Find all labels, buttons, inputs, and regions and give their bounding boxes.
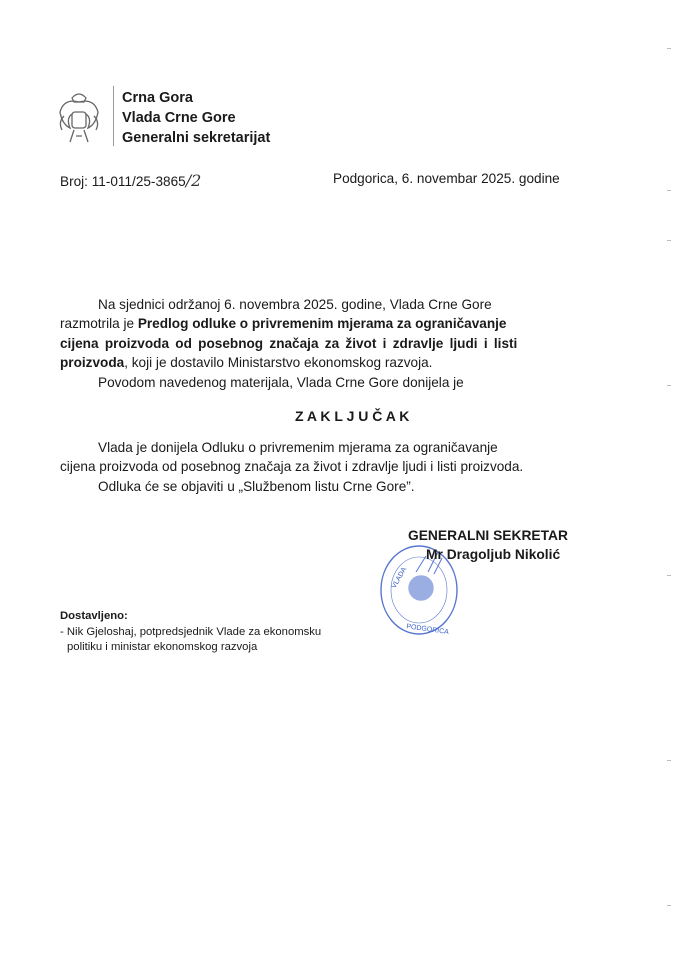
coat-of-arms-logo — [56, 88, 102, 148]
header-government: Vlada Crne Gore — [122, 110, 236, 126]
handwritten-suffix: /2 — [185, 171, 202, 190]
header-divider — [113, 86, 114, 146]
proposal-title-end: proizvoda — [60, 355, 125, 370]
delivery-label: Dostavljeno: — [60, 610, 128, 622]
delivery-recipient-line-1: - Nik Gjeloshaj, potpredsjednik Vlade za ekonomsku — [60, 626, 322, 638]
header-country: Crna Gora — [122, 90, 193, 106]
signatory-name: Mr Dragoljub Nikolić — [426, 547, 561, 562]
conclusion-heading: Z A K L J U Č A K — [295, 408, 410, 424]
header-department: Generalni sekretarijat — [122, 130, 271, 146]
scan-mark — [667, 190, 671, 191]
paragraph-1-line-3: cijena proizvoda od posebnog značaja za život i zdravlje ljudi i listi — [60, 336, 518, 351]
delivery-recipient-line-2: politiku i ministar ekonomskog razvoja — [67, 641, 258, 653]
signatory-title: GENERALNI SEKRETAR — [408, 528, 568, 543]
reference-number — [60, 171, 201, 190]
scan-mark — [667, 385, 671, 386]
text: , koji je dostavilo Ministarstvo ekonomskog razvoja. — [124, 355, 433, 370]
scan-mark — [667, 575, 671, 576]
reference-number-text: Broj: 11-011/25-3865 — [60, 174, 186, 189]
text: razmotrila je — [60, 316, 138, 331]
svg-text:VLADA: VLADA — [390, 566, 409, 590]
scan-mark — [667, 905, 671, 906]
scan-mark — [667, 48, 671, 49]
paragraph-2: Povodom navedenog materijala, Vlada Crne Gore donijela je — [98, 375, 464, 390]
paragraph-3-line-2: cijena proizvoda od posebnog značaja za život i zdravlje ljudi i listi proizvoda. — [60, 459, 524, 474]
place-date: Podgorica, 6. novembar 2025. godine — [333, 171, 560, 186]
scan-mark — [667, 760, 671, 761]
proposal-title: Predlog odluke o privremenim mjerama za ograničavanje — [137, 316, 507, 331]
paragraph-1-line-1: Na sjednici održanoj 6. novembra 2025. godine, Vlada Crne Gore — [98, 297, 492, 312]
scan-mark — [667, 240, 671, 241]
paragraph-1-line-2 — [60, 316, 506, 331]
paragraph-1-line-4 — [60, 355, 432, 370]
paragraph-3-line-1: Vlada je donijela Odluku o privremenim mjerama za ograničavanje — [98, 440, 498, 455]
svg-text:PODGORICA: PODGORICA — [405, 623, 450, 637]
paragraph-4: Odluka će se objaviti u „Službenom listu Crne Gore”. — [98, 479, 415, 494]
